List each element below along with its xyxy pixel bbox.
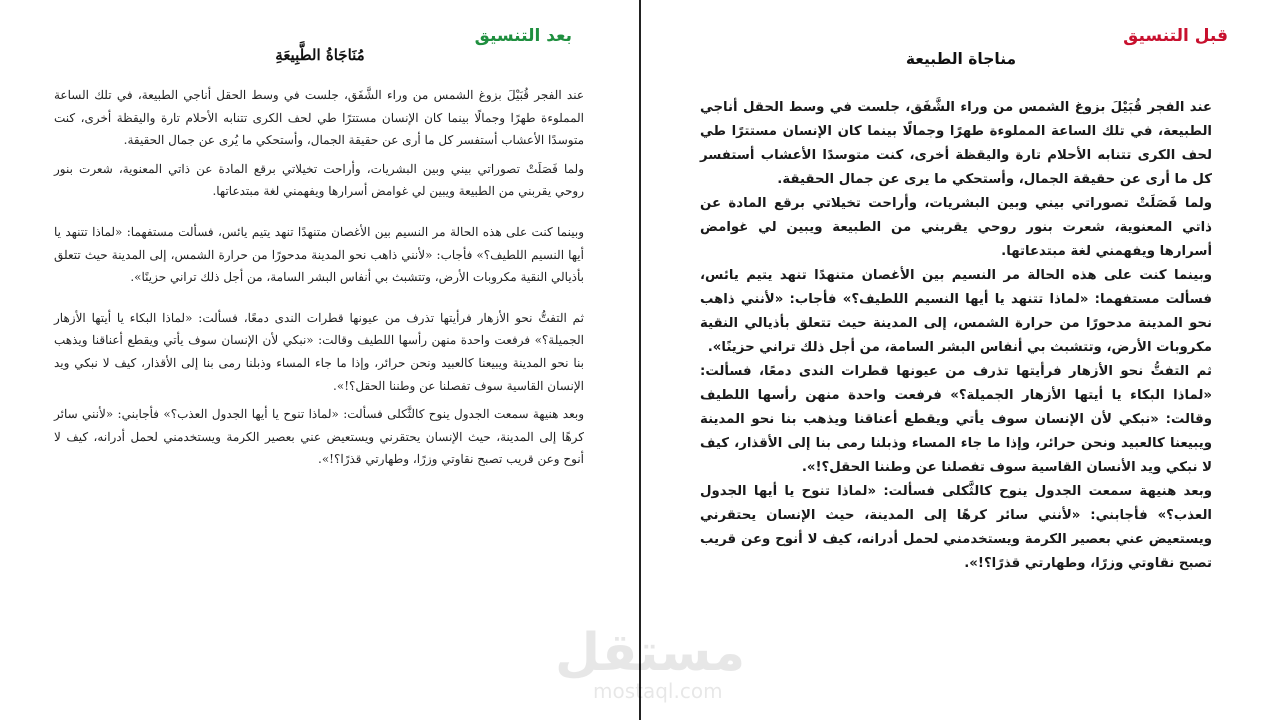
- before-document-title: مناجاة الطبيعة: [905, 50, 1017, 68]
- before-document-body: [700, 96, 1212, 576]
- watermark-latin-url: mostaql.com: [593, 679, 723, 703]
- after-paragraph-5: وبعد هنيهة سمعت الجدول ينوح كالثَّكلى فسألت: «لماذا تنوح يا أيها الجدول العذب؟» فأجابني: «لأنني سائر كرهًا إلى المدينة، حيث الإنسان يحتقرني ويستعيض عني بعصير الكرمة ويستخدمني لحمل أدرانه، كيف لا أنوح وعن قريب تصبح نقاوتي وزرًا، وطهارتي قذرًا؟!».: [54, 407, 584, 467]
- after-document-title: مُنَاجَاةُ الطَّبِيعَةِ: [275, 46, 365, 64]
- after-paragraph-4: ثم التفتُّ نحو الأزهار فرأيتها تذرف من عيونها قطرات الندى دمعًا، فسألت: «لماذا البكاء يا أيتها الأزهار الجميلة؟» فرفعت واحدة منهن رأسها اللطيف وقالت: «نبكي لأن الإنسان سوف يأتي ويقطع أعناقنا ويذهب بنا نحو المدينة ويبيعنا كالعبيد ونحن حرائر، وإذا ما جاء المساء وذبلنا رمى بنا إلى الأقذار، كيف لا نبكي ويد الإنسان القاسية سوف تفصلنا عن وطننا الحقل؟!».: [54, 310, 584, 393]
- watermark-arabic-logo: مستقل: [555, 623, 746, 683]
- center-divider: [639, 0, 641, 720]
- before-formatting-panel: [642, 0, 1280, 720]
- after-paragraph-1: عند الفجر قُبَيْلَ بزوغ الشمس من وراء الشَّفَق، جلست في وسط الحقل أناجي الطبيعة، في تلك الساعة المملوءة طهرًا وجمالًا بينما كان الإنسان مستترًا طي لحف الكرى تتنابه الأحلام تارة واليقظة أخرى، كنت متوسدًا الأعشاب أستفسر كل ما أرى عن حقيقة الجمال، وأستحكي ما يُرى عن جمال الحقيقة.: [54, 88, 584, 148]
- before-paragraph-4: ثم التفتُّ نحو الأزهار فرأيتها تذرف من عيونها قطرات الندى دمعًا، فسألت: «لماذا البكاء يا أيتها الأزهار الجميلة؟» فرفعت واحدة منهن رأسها اللطيف وقالت: «نبكي لأن الإنسان سوف يأتي ويقطع أعناقنا ويذهب بنا نحو المدينة ويبيعنا كالعبيد ونحن حرائر، وإذا ما جاء المساء وذبلنا رمى بنا إلى الأقذار، كيف لا نبكي ويد الأنسان القاسية سوف تفصلنا عن وطننا الحقل؟!».: [700, 364, 1212, 475]
- before-paragraph-1: عند الفجر قُبَيْلَ بزوغ الشمس من وراء الشَّفَق، جلست في وسط الحقل أناجي الطبيعة، في تلك الساعة المملوءة طهرًا وجمالًا بينما كان الإنسان مستترًا طي لحف الكرى تتنابه الأحلام تارة واليقظة أخرى، كنت متوسدًا الأعشاب أستفسر كل ما أرى عن حقيقة الجمال، وأستحكي ما يرى عن جمال الحقيقة.: [700, 100, 1212, 187]
- after-formatting-label: بعد التنسيق: [474, 26, 572, 46]
- after-document-body: [54, 84, 584, 477]
- before-formatting-label: قبل التنسيق: [1123, 26, 1228, 46]
- before-paragraph-3: وبينما كنت على هذه الحالة مر النسيم بين الأغصان متنهدًا تنهد يتيم يائس، فسألت مستفهما: «لماذا تتنهد يا أيها النسيم اللطيف؟» فأجاب: «لأنني ذاهب نحو المدينة مدحورًا من حرارة الشمس، إلى المدينة حيث تتعلق بأذيالي النقية مكروبات الأرض، وتتشبث بي أنفاس البشر السامة، من أجل ذلك تراني حزينًا».: [700, 268, 1212, 355]
- before-paragraph-5: وبعد هنيهة سمعت الجدول ينوح كالثَّكلى فسألت: «لماذا تنوح يا أيها الجدول العذب؟» فأجابني: «لأنني سائر كرهًا إلى المدينة، حيث الإنسان يحتقرني ويستعيض عني بعصير الكرمة ويستخدمني لحمل أدرانه، كيف لا أنوح وعن قريب تصبح نقاوتي وزرًا، وطهارتي قذرًا؟!».: [700, 484, 1212, 571]
- before-paragraph-2: ولما فَصَلَتْ تصوراتي بيني وبين البشريات، وأراحت تخيلاتي برقع المادة عن ذاتي المعنوية، شعرت بنور روحي يقربني من الطبيعة ويبين لي غوامض أسرارها ويفهمني لغة مبتدعاتها.: [700, 196, 1212, 259]
- after-paragraph-2: ولما فَصَلَتْ تصوراتي بيني وبين البشريات، وأراحت تخيلاتي برقع المادة عن ذاتي المعنوية، شعرت بنور روحي يقربني من الطبيعة ويبين لي غوامض أسرارها ويفهمني لغة مبتدعاتها.: [54, 161, 584, 199]
- after-paragraph-3: وبينما كنت على هذه الحالة مر النسيم بين الأغصان متنهدًا تنهد يتيم يائس، فسألت مستفهما: «لماذا تتنهد يا أيها النسيم اللطيف؟» فأجاب: «لأنني ذاهب نحو المدينة مدحورًا من حرارة الشمس، إلى المدينة حيث تتعلق بأذيالي النقية مكروبات الأرض، وتتشبث بي أنفاس البشر السامة، من أجل ذلك تراني حزينًا».: [54, 224, 584, 285]
